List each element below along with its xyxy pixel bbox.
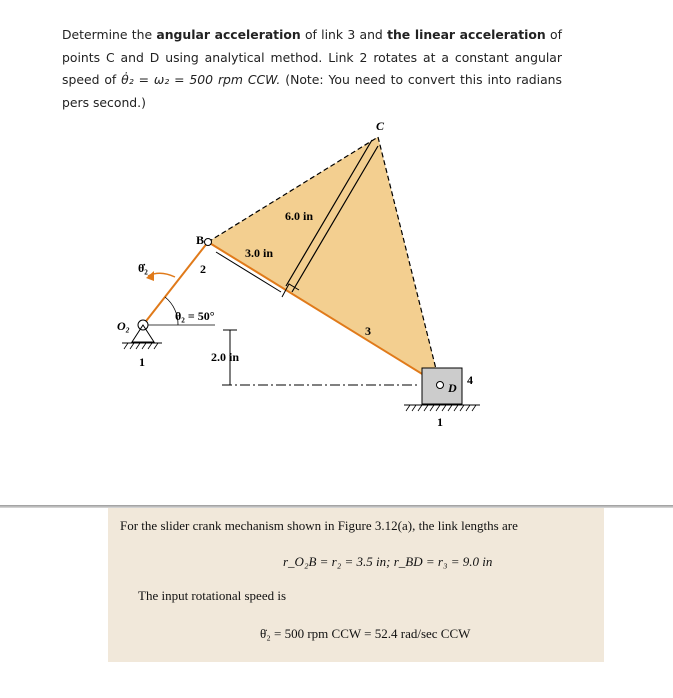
label-c: C (376, 119, 385, 133)
book-speed-equation: θ̇₂ = 500 rpm CCW = 52.4 rad/sec CCW (260, 626, 471, 641)
label-o2: O₂ (117, 319, 130, 333)
label-b: B (196, 233, 205, 247)
joint-d (437, 382, 444, 389)
label-link4: 4 (467, 373, 473, 387)
joint-b (205, 239, 212, 246)
book-line-3: The input rotational speed is (138, 588, 287, 603)
book-link-lengths: r_O₂B = r₂ = 3.5 in; r_BD = r₃ = 9.0 in (283, 554, 493, 569)
coupler-triangle (208, 137, 440, 385)
label-ground1: 1 (139, 355, 145, 369)
label-ground2: 1 (437, 415, 443, 429)
label-dim-perp: 3.0 in (245, 246, 274, 260)
label-theta-dot: θ̇₂ (138, 261, 148, 275)
ground-hatch-o2 (124, 343, 158, 349)
label-link2: 2 (200, 262, 206, 276)
mechanism-figure (0, 110, 673, 430)
book-line-1: For the slider crank mechanism shown in Figure 3.12(a), the link lengths are (120, 518, 518, 533)
label-d: D (448, 381, 457, 395)
label-dim-offset: 2.0 in (211, 350, 240, 364)
omega-equation: θ̇₂ = ω₂ = 500 rpm CCW. (121, 72, 281, 87)
textbook-excerpt (108, 508, 604, 662)
label-link3: 3 (365, 324, 371, 338)
problem-statement: Determine the angular acceleration of link 3 and the linear acceleration of points C and D using analytical method. Link 2 rotates at a constant angular speed of θ̇₂ = ω₂ = 500 rpm CCW. (Note: You need to convert this into radians pers second.) (62, 27, 562, 110)
label-angle: θ₂ = 50° (175, 309, 215, 323)
ground-hatch-slider (406, 405, 476, 411)
label-dim-bc: 6.0 in (285, 209, 314, 223)
